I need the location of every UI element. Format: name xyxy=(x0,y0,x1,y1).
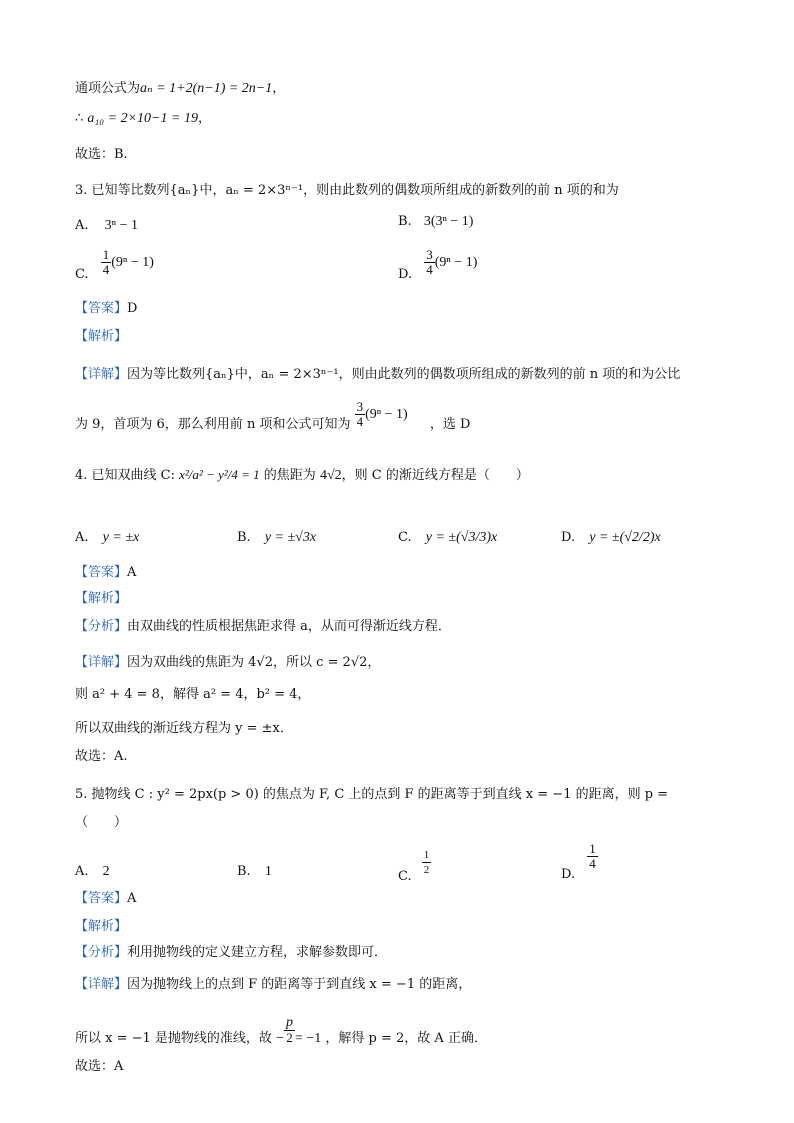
answer-tag: 【答案】 xyxy=(75,301,128,316)
option-expr: y = ±x xyxy=(102,530,140,545)
q4-detail-1 xyxy=(75,654,380,672)
option-label: C. xyxy=(75,267,89,282)
q3-answer xyxy=(75,300,137,318)
option-label: D. xyxy=(561,867,576,882)
therefore-symbol: ∴ xyxy=(75,111,84,126)
option-expr: (9ⁿ − 1) xyxy=(434,255,478,270)
option-expr: 2 xyxy=(102,864,110,879)
fenxi-text: 利用抛物线的定义建立方程，求解参数即可． xyxy=(127,945,388,960)
q5-answer xyxy=(75,890,136,908)
q4-detail-2: 则 a² + 4 = 8，解得 a² = 4，b² = 4， xyxy=(75,687,311,702)
detail-fraction: $\frac{p}{2}$ xyxy=(285,1015,293,1045)
q3-detail-1 xyxy=(75,366,680,384)
option-label: D. xyxy=(561,530,576,545)
detail-text: 所以 x = −1 是抛物线的准线，故 xyxy=(75,1031,272,1046)
q4-detail-3: 所以双曲线的渐近线方程为 y = ±x． xyxy=(75,721,293,736)
detail-tag: 【详解】 xyxy=(75,655,128,670)
detail-text: 因为双曲线的焦距为 4√2，所以 c = 2√2， xyxy=(127,655,381,670)
fenxi-text: 由双曲线的性质根据焦距求得 a，从而可得渐近线方程． xyxy=(127,619,451,634)
stem-text: 的焦距为 xyxy=(263,468,316,483)
q4-option-d xyxy=(561,530,661,546)
q5-analysis-tag: 【解析】 xyxy=(75,919,128,934)
option-label: D. xyxy=(398,267,413,282)
formula-line xyxy=(75,80,285,98)
formula-suffix: ， xyxy=(272,81,286,96)
q2-final: 故选：B. xyxy=(75,147,128,162)
option-label: A. xyxy=(75,218,89,233)
answer-value: D xyxy=(127,301,138,316)
detail-text: 因为抛物线上的点到 F 的距离等于到直线 x = −1 的距离， xyxy=(127,977,472,992)
stem-text: ，则 C 的渐近线方程是（ ） xyxy=(341,468,529,483)
q5-option-b xyxy=(237,864,272,880)
q5-stem-1: 5. 抛物线 C : y² = 2px(p > 0) 的焦点为 F, C 上的点到 F 的距离等于到直线 x = −1 的距离，则 p = xyxy=(75,787,669,802)
answer-value: A xyxy=(127,565,137,580)
option-label: A. xyxy=(75,530,89,545)
q5-detail-1 xyxy=(75,976,471,994)
option-label: B. xyxy=(237,530,251,545)
q4-answer xyxy=(75,564,136,582)
q4-fenxi xyxy=(75,618,451,636)
option-expr: 1 xyxy=(264,864,272,879)
q5-detail-2: 所以 x = −1 是抛物线的准线，故 − $\frac{p}{2}$ = −1 ，解得 p = 2，故 A 正确． xyxy=(75,1015,487,1046)
q4-analysis-tag: 【解析】 xyxy=(75,591,128,606)
detail-expr: = −1 xyxy=(294,1031,322,1046)
q5-stem-2: （ ） xyxy=(75,815,128,830)
detail-text: ，解得 p = 2，故 A 正确． xyxy=(325,1031,487,1046)
detail-fraction: $\frac{3}{4}$ xyxy=(356,399,364,429)
answer-tag: 【答案】 xyxy=(75,565,128,580)
detail-text: 为 9，首项为 6，那么利用前 n 项和公式可知为 xyxy=(75,417,351,432)
stem-focal: 4√2 xyxy=(319,468,342,483)
a10-expr: a₁₀ = 2×10−1 = 19 xyxy=(87,111,198,126)
option-expr: (9ⁿ − 1) xyxy=(111,255,154,270)
detail-text: ，选 D xyxy=(429,417,471,432)
q5-option-a xyxy=(75,864,110,880)
q3-stem: 3. 已知等比数列{aₙ}中，aₙ = 2×3ⁿ⁻¹，则由此数列的偶数项所组成的新数列的前 n 项的和为 xyxy=(75,183,619,198)
option-label: C. xyxy=(398,530,412,545)
q3-option-a xyxy=(75,218,138,234)
q3-analysis-tag: 【解析】 xyxy=(75,329,128,344)
q3-option-d xyxy=(398,248,477,282)
q4-final: 故选：A. xyxy=(75,749,128,764)
option-fraction: $\frac{3}{4}$ xyxy=(426,247,433,277)
q3-detail-2 xyxy=(75,400,470,433)
q5-option-c xyxy=(398,848,431,884)
detail-text: 因为等比数列{aₙ}中，aₙ = 2×3ⁿ⁻¹，则由此数列的偶数项所组成的新数列的前 n 项的和为公比 xyxy=(127,367,681,382)
q4-option-c xyxy=(398,530,497,546)
q5-final: 故选：A xyxy=(75,1059,124,1074)
option-expr: y = ±√3x xyxy=(264,530,317,545)
fenxi-tag: 【分析】 xyxy=(75,945,128,960)
formula-expr: aₙ = 1+2(n−1) = 2n−1 xyxy=(140,81,273,96)
formula-prefix: 通项公式为 xyxy=(75,81,141,96)
option-label: A. xyxy=(75,864,89,879)
q4-stem xyxy=(75,466,529,485)
q5-fenxi xyxy=(75,944,387,962)
answer-value: A xyxy=(127,891,137,906)
a10-line xyxy=(75,110,211,128)
option-label: B. xyxy=(398,214,412,229)
option-expr: y = ±(√2/2)x xyxy=(589,530,661,545)
a10-suffix: ， xyxy=(197,111,211,126)
q4-option-b xyxy=(237,530,316,546)
option-expr: 3(3ⁿ − 1) xyxy=(423,214,474,229)
q5-option-d xyxy=(561,842,598,882)
option-label: C. xyxy=(398,869,412,884)
detail-tag: 【详解】 xyxy=(75,367,128,382)
option-fraction: $\frac{1}{4}$ xyxy=(102,247,110,277)
option-fraction: $\frac{1}{4}$ xyxy=(589,841,596,871)
option-expr: y = ±(√3/3)x xyxy=(425,530,498,545)
option-expr: 3ⁿ − 1 xyxy=(104,218,138,233)
q3-option-b xyxy=(398,214,473,230)
option-fraction: $\frac{1}{2}$ xyxy=(423,849,430,876)
answer-tag: 【答案】 xyxy=(75,891,128,906)
stem-text: 4. 已知双曲线 C: xyxy=(75,468,175,483)
detail-tag: 【详解】 xyxy=(75,977,128,992)
fenxi-tag: 【分析】 xyxy=(75,619,128,634)
stem-equation: x²/a² − y²/4 = 1 xyxy=(179,467,260,482)
detail-expr: (9ⁿ − 1) xyxy=(365,407,408,422)
option-label: B. xyxy=(237,864,251,879)
q3-option-c xyxy=(75,248,154,282)
q4-option-a xyxy=(75,530,139,546)
